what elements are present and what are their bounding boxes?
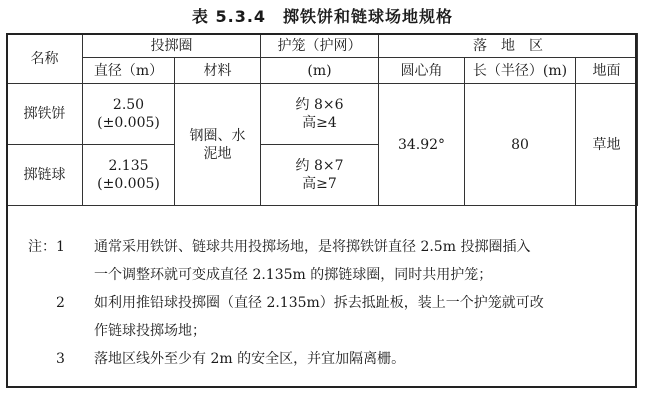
note-line: 一个调整环就可变成直径 2.135m 的掷链球圈，同时共用护笼； (94, 267, 493, 283)
header-cage: 护笼（护网） (261, 34, 379, 58)
header-material: 材料 (175, 58, 261, 84)
row-name: 掷铁饼 (7, 84, 83, 145)
shared-length: 80 (465, 84, 576, 206)
note-number: 3 (56, 351, 65, 367)
diameter-value: 2.50 (112, 97, 145, 113)
header-diameter: 直径（m） (83, 58, 175, 84)
notes-prefix: 注： (28, 239, 56, 255)
material-line-1: 钢圈、水 (189, 127, 246, 144)
table-frame (6, 33, 637, 388)
table-title: 表 5.3.4 掷铁饼和链球场地规格 (191, 7, 454, 26)
note-line: 如利用推铅球投掷圈（直径 2.135m）拆去抵趾板，装上一个护笼就可改 (94, 295, 544, 311)
cage-size: 约 8×7 (295, 158, 344, 174)
header-length: 长（半径）(m) (465, 58, 576, 84)
row-name: 掷链球 (7, 145, 83, 206)
cage-height: 高≥7 (302, 176, 337, 192)
header-name: 名称 (7, 34, 83, 84)
diameter-tolerance: (±0.005) (97, 176, 160, 192)
note-number: 1 (56, 239, 65, 255)
header-circle: 投掷圈 (83, 34, 261, 58)
shared-ground: 草地 (576, 84, 638, 206)
cage-size: 约 8×6 (295, 97, 344, 113)
header-ground: 地面 (576, 58, 638, 84)
note-line: 落地区线外至少有 2m 的安全区，并宜加隔离栅。 (94, 351, 406, 367)
header-landing: 落 地 区 (379, 34, 638, 58)
note-line: 通常采用铁饼、链球共用投掷场地，是将掷铁饼直径 2.5m 投掷圈插入 (94, 239, 531, 255)
cage-height: 高≥4 (302, 115, 337, 131)
header-cage-unit: (m) (261, 58, 379, 84)
material-line-2: 泥地 (203, 145, 232, 162)
header-angle: 圆心角 (379, 58, 465, 84)
shared-angle: 34.92° (379, 84, 465, 206)
note-number: 2 (56, 295, 65, 311)
note-line: 作链球投掷场地； (94, 323, 206, 339)
diameter-value: 2.135 (108, 158, 149, 174)
diameter-tolerance: (±0.005) (97, 115, 160, 131)
